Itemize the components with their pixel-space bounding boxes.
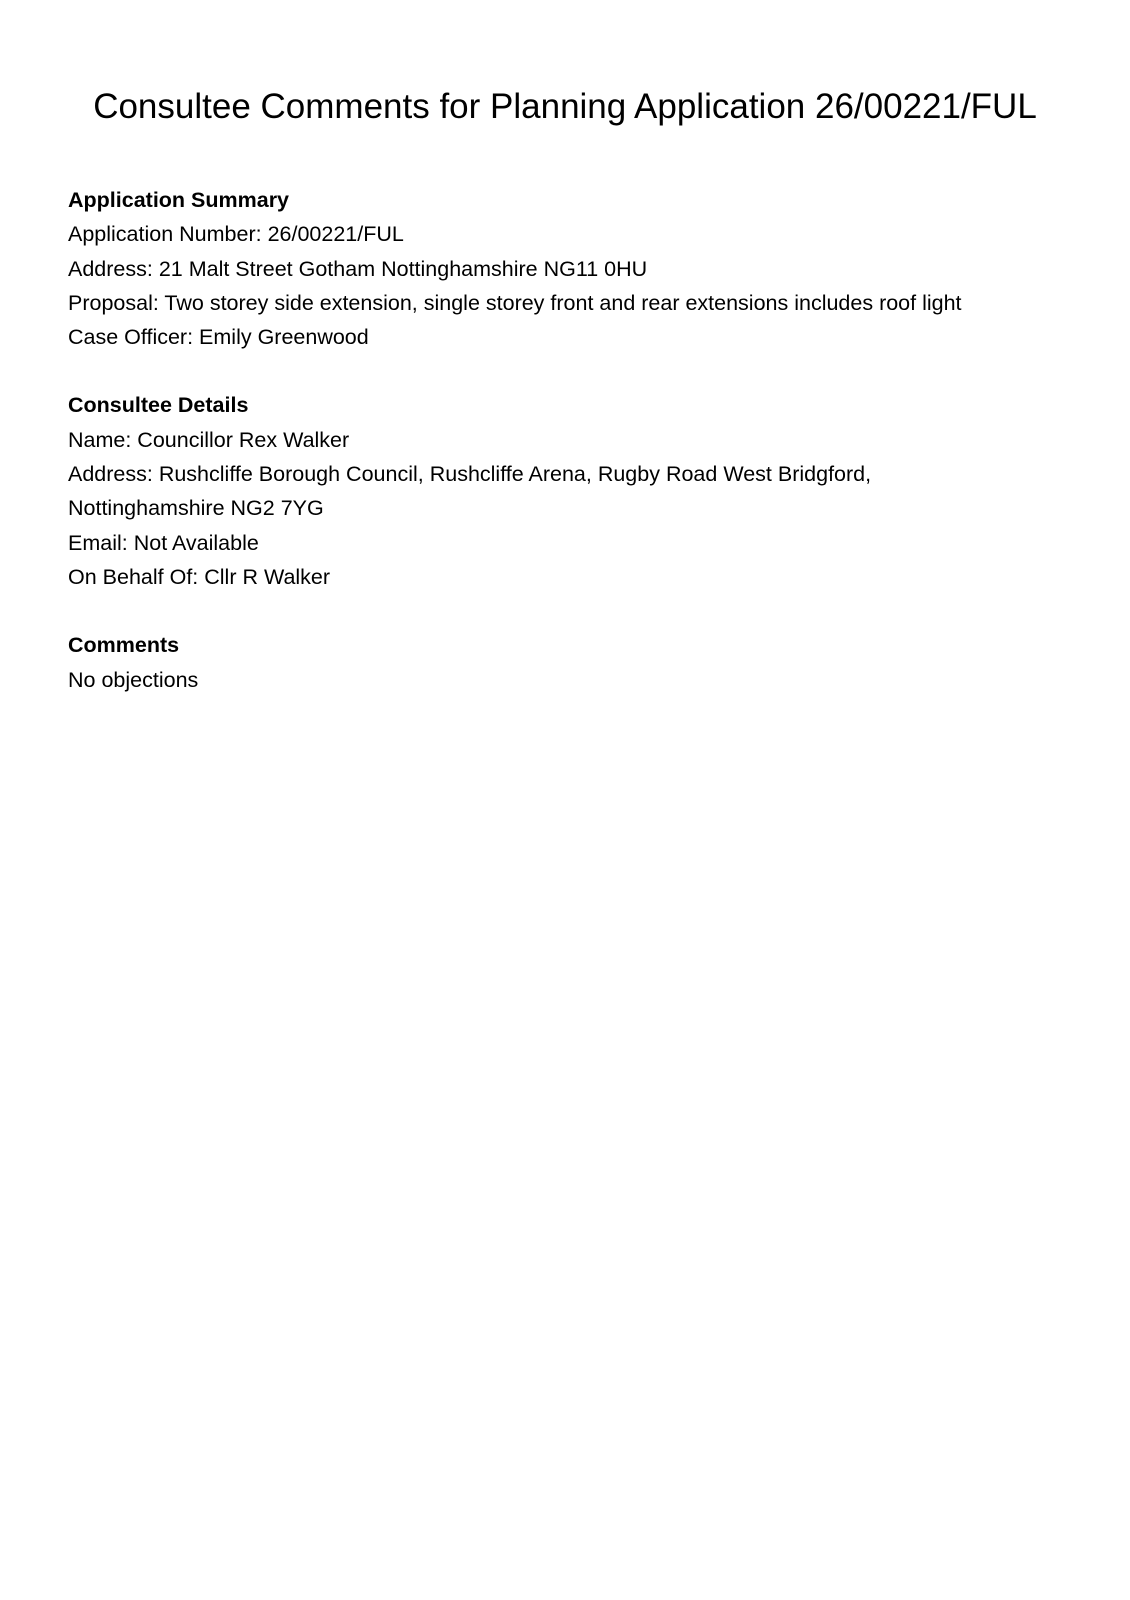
application-address: Address: 21 Malt Street Gotham Nottinghamshire NG11 0HU — [68, 256, 648, 281]
comment-text: No objections — [68, 667, 199, 692]
case-officer: Case Officer: Emily Greenwood — [68, 325, 369, 350]
page-title: Consultee Comments for Planning Application 26/00221/FUL — [93, 87, 1037, 126]
consultee-email: Email: Not Available — [68, 530, 259, 555]
comments-section — [68, 628, 1068, 697]
comments-heading: Comments — [68, 633, 180, 658]
application-summary-section — [68, 183, 1068, 354]
application-proposal: Proposal: Two storey side extension, single storey front and rear extensions includes roof light — [68, 290, 962, 315]
consultee-on-behalf-of: On Behalf Of: Cllr R Walker — [68, 564, 331, 589]
consultee-address-line-1: Address: Rushcliffe Borough Council, Rushcliffe Arena, Rugby Road West Bridgford, — [68, 462, 872, 487]
application-number: Application Number: 26/00221/FUL — [68, 222, 404, 247]
consultee-address-line-2: Nottinghamshire NG2 7YG — [68, 496, 324, 521]
consultee-name: Name: Councillor Rex Walker — [68, 427, 350, 452]
consultee-details-section — [68, 388, 1068, 594]
application-summary-heading: Application Summary — [68, 188, 290, 212]
consultee-details-heading: Consultee Details — [68, 393, 249, 418]
document-body — [68, 183, 1068, 731]
